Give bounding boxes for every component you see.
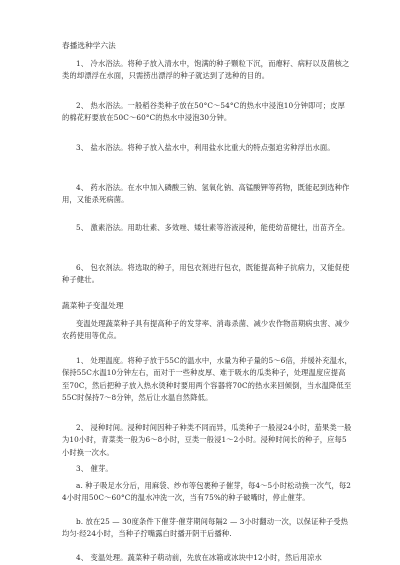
paragraph-soak-time: 2、 浸种时间。浸种时间因种子种类不同而异，瓜类种子一般浸24小时，茄果类一般为10小时，青菜类一般为6～8小时，豆类一般浸1～2小时。浸种时间长的种子，应每5小时换一次水。 (62, 423, 352, 457)
paragraph-temperature: 1、 处理温度。将种子放于55C的温水中，水量为种子量的5～6倍，并缓补充温水，保持55C水温10分钟左右，而对于一些种皮厚、难于吸水的瓜类种子，处理温度应提高至70C，然后把种子放入热水烫种时要用两个容器将70C的热水来回倾倒，当水温降低至55C时保持7～8分钟，然后让水温自然降低。 (62, 356, 352, 402)
paragraph-hot-water: 2、 热水浴法。一般稻谷类种子放在50°C～54°C的热水中浸泡10分钟即可；皮厚的棉花籽要放在50C～60°C的热水中浸泡30分钟。 (62, 101, 345, 123)
paragraph-hormone: 5、 激素浴法。用助壮素、多效唑、矮壮素等浴液浸种，能使幼苗健壮，出苗齐全。 (76, 223, 350, 232)
paragraph-germination-a: a. 种子吸足水分后，用麻袋、纱布等包裹种子催芽，每4～5小时松动换一次气，每24小时用50C～60°C的温水冲洗一次，当有75%的种子破嘴时，停止催芽。 (62, 481, 352, 503)
paragraph-medicine-water: 4、 药水浴法。在水中加入磷酸三钠、氢氧化钠、高锰酸钾等药物，既能起到选种作用，又能杀死病菌。 (62, 183, 350, 205)
paragraph-coating: 6、 包衣剂法。将选取的种子，用包衣剂进行包衣，既能提高种子抗病力，又能促使种子健壮。 (62, 263, 350, 285)
doc-title: 春播选种学六法 (62, 41, 116, 50)
paragraph-germination-heading: 3、 催芽。 (76, 464, 113, 473)
paragraph-variable-temp: 4、 变温处理。蔬菜种子萌动前，先放在冰箱或冰块中12小时，然后用凉水 (76, 553, 322, 562)
paragraph-intro: 变温处理蔬菜种子具有提高种子的发芽率、消毒杀菌、减少农作物苗期病虫害、减少农药使用等优点。 (62, 319, 350, 341)
section-title: 蔬菜种子变温处理 (62, 301, 124, 310)
paragraph-cold-water: 1、 冷水浴法。将种子放入清水中，饱满的种子颗粒下沉，而瘪籽、病籽以及菌核之类的却漂浮在水面，只需捞出漂浮的种子就达到了选种的目的。 (62, 59, 350, 81)
paragraph-salt-water: 3、 盐水浴法。将种子放入盐水中，利用盐水比重大的特点强迫劣种浮出水面。 (76, 143, 335, 152)
paragraph-germination-b: b. 放在25 — 30度条件下催芽·催芽期间每隔2 — 3小时翻动一次，以保证种子受热均匀·经24小时，当种子拧嘴露白时播开阴干后播种. (62, 517, 349, 539)
